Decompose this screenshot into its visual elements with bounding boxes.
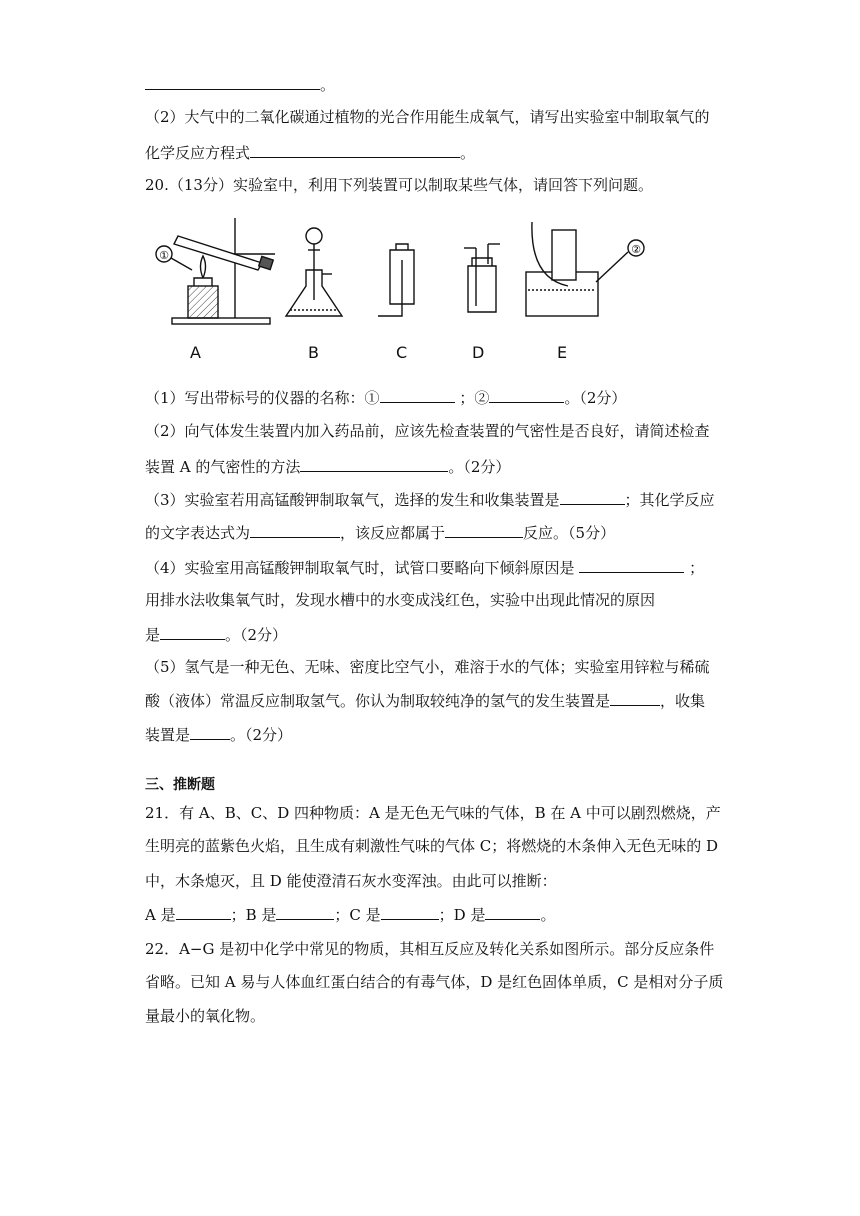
answer-blank[interactable]: [250, 142, 460, 158]
text: （1）写出带标号的仪器的名称：①: [145, 389, 380, 407]
text: 中，木条熄灭，且 D 能使澄清石灰水变浑浊。由此可以推断：: [145, 872, 557, 890]
answer-blank[interactable]: [176, 904, 231, 920]
question-21-line1: [145, 803, 721, 823]
text: 反应。（5分）: [523, 524, 616, 542]
text: 酸（液体）常温反应制取氢气。你认为制取较纯净的氢气的发生装置是: [145, 692, 611, 710]
text: ；: [689, 559, 705, 577]
text: A 是: [145, 906, 176, 924]
apparatus-a: [156, 218, 275, 324]
question-20-5-line3: [145, 724, 292, 745]
text: 。（2分）: [448, 458, 511, 476]
answer-blank[interactable]: [485, 904, 540, 920]
apparatus-c: [378, 244, 414, 316]
question-20-1: [145, 387, 626, 408]
answer-blank[interactable]: [579, 557, 684, 573]
text: ；C 是: [334, 906, 381, 924]
text: ，收集: [660, 692, 706, 710]
question-22-line3: [145, 1006, 265, 1026]
text: ；②: [459, 389, 490, 407]
answer-blank[interactable]: [445, 522, 523, 538]
question-20-4-line1: [145, 557, 704, 578]
text: 的文字表达式为: [145, 524, 251, 542]
line-blank-end: [145, 74, 335, 95]
question-20-2-line2: [145, 456, 510, 477]
text: （2）大气中的二氧化碳通过植物的光合作用能生成氧气，请写出实验室中制取氧气的: [145, 108, 710, 126]
text: ；其化学反应: [624, 491, 715, 509]
text: 省略。已知 A 易与人体血红蛋白结合的有毒气体，D 是红色固体单质，C 是相对分子质: [145, 973, 724, 991]
marker-2: ②: [631, 243, 641, 256]
text: 20.（13分）实验室中，利用下列装置可以制取某些气体，请回答下列问题。: [145, 176, 653, 194]
question-22-line2: [145, 972, 723, 992]
section-heading: 三、推断题: [145, 777, 215, 793]
question-20-5-line2: [145, 690, 705, 711]
apparatus-figure: [150, 208, 690, 368]
text: 。（2分）: [564, 389, 627, 407]
figure-label-a: A: [190, 343, 201, 362]
answer-blank[interactable]: [250, 522, 340, 538]
text: 生明亮的蓝紫色火焰，且生成有刺激性气味的气体 C；将燃烧的木条伸入无色无味的 D: [145, 837, 719, 855]
question-20-3-line2: [145, 522, 615, 543]
apparatus-b: [286, 228, 342, 316]
answer-blank[interactable]: [381, 904, 439, 920]
text: 。（2分）: [230, 726, 293, 744]
question-21-line3: [145, 871, 557, 891]
answer-blank[interactable]: [145, 74, 320, 90]
text: 装置 A 的气密性的方法: [145, 458, 301, 476]
text: 。（2分）: [225, 626, 288, 644]
answer-blank[interactable]: [276, 904, 334, 920]
text: ，该反应都属于: [340, 524, 446, 542]
text: 。: [460, 144, 476, 162]
answer-blank[interactable]: [190, 724, 230, 740]
figure-label-d: D: [472, 343, 485, 362]
text: 。: [320, 76, 336, 94]
text: 装置是: [145, 726, 191, 744]
answer-blank[interactable]: [160, 624, 225, 640]
figure-label-b: B: [308, 343, 319, 362]
question-20-4-line3: [145, 624, 287, 645]
answer-blank[interactable]: [560, 489, 625, 505]
answer-blank[interactable]: [300, 456, 448, 472]
answer-blank[interactable]: [489, 387, 564, 403]
question-20-5-line1: [145, 657, 710, 677]
answer-blank[interactable]: [610, 690, 660, 706]
question-20-2-line1: [145, 421, 710, 441]
text: （2）向气体发生装置内加入药品前，应该先检查装置的气密性是否良好，请简述检查: [145, 422, 710, 440]
question-19-2-line2: [145, 142, 475, 163]
figure-label-e: E: [557, 343, 568, 362]
text: ；D 是: [438, 906, 486, 924]
question-22-line1: [145, 939, 714, 959]
apparatus-d: [464, 244, 500, 312]
text: 21．有 A、B、C、D 四种物质：A 是无色无气味的气体，B 在 A 中可以剧烈燃烧，产: [145, 804, 721, 822]
text: ；B 是: [230, 906, 277, 924]
figure-label-c: C: [396, 343, 408, 362]
text: 是: [145, 626, 161, 644]
text: 22．A−G 是初中化学中常见的物质，其相互反应及转化关系如图所示。部分反应条件: [145, 940, 715, 958]
question-21-line2: [145, 836, 718, 856]
apparatus-e: [526, 222, 644, 316]
answer-blank[interactable]: [380, 387, 455, 403]
question-20-title: [145, 175, 653, 195]
text: 化学反应方程式: [145, 144, 251, 162]
text: （4）实验室用高锰酸钾制取氧气时，试管口要略向下倾斜原因是: [145, 559, 575, 577]
question-20-4-line2: [145, 590, 655, 610]
text: （3）实验室若用高锰酸钾制取氧气，选择的发生和收集装置是: [145, 491, 560, 509]
question-21-answers: [145, 904, 555, 925]
text: 。: [540, 906, 556, 924]
text: （5）氢气是一种无色、无味、密度比空气小，难溶于水的气体；实验室用锌粒与稀硫: [145, 658, 710, 676]
question-19-2-line1: [145, 107, 710, 127]
text: 量最小的氧化物。: [145, 1007, 266, 1025]
question-20-3-line1: [145, 489, 715, 510]
marker-1: ①: [159, 249, 169, 262]
text: 用排水法收集氧气时，发现水槽中的水变成浅红色，实验中出现此情况的原因: [145, 591, 656, 609]
